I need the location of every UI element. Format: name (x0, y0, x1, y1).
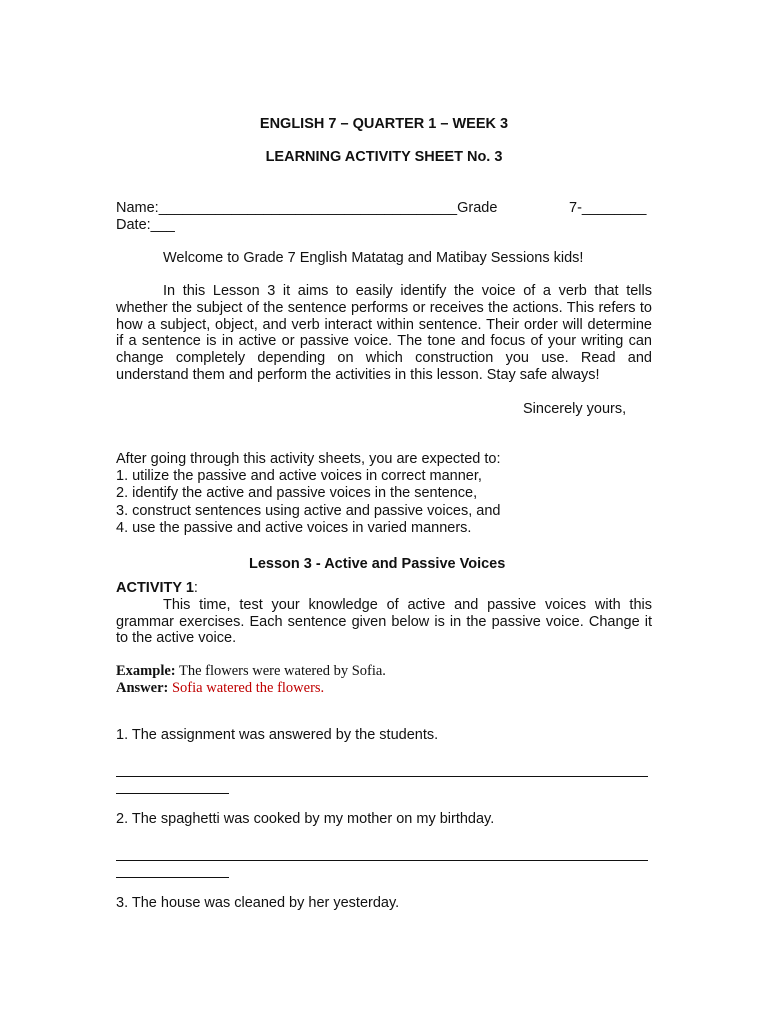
answer-blank-line[interactable] (116, 860, 648, 861)
name-field-label: Name:_____________________________________Grade (116, 200, 498, 216)
activity-heading (116, 580, 198, 596)
answer-blank-line[interactable] (116, 776, 648, 777)
list-item: 2. identify the active and passive voices in the sentence, (116, 485, 478, 502)
sheet-subtitle: LEARNING ACTIVITY SHEET No. 3 (265, 149, 503, 165)
date-field-label: Date:___ (116, 217, 175, 233)
welcome-text: Welcome to Grade 7 English Matatag and Matibay Sessions kids! (163, 250, 584, 266)
answer-text: Sofia watered the flowers. (171, 680, 325, 696)
list-item: 1. utilize the passive and active voices in correct manner, (116, 468, 482, 484)
list-item: 4. use the passive and active voices in varied manners. (116, 519, 472, 536)
lesson-title: Lesson 3 - Active and Passive Voices (249, 556, 506, 572)
activity-instructions: This time, test your knowledge of active and passive voices with this grammar exercises. Each sentence given below is in the passive voice. Change it to the active voice. (116, 597, 652, 647)
objectives-list (116, 468, 500, 537)
activity-colon: : (193, 580, 198, 596)
list-item: 3. construct sentences using active and passive voices, and (116, 502, 501, 519)
closing-text: Sincerely yours, (523, 401, 627, 417)
objectives-lead: After going through this activity sheets, you are expected to: (116, 451, 501, 467)
example-label: Example: (116, 663, 176, 679)
exercise-item-1: 1. The assignment was answered by the students. (116, 727, 439, 743)
example-line (116, 663, 386, 680)
intro-paragraph: In this Lesson 3 it aims to easily identify the voice of a verb that tells whether the subject of the sentence performs or receives the actions. This refers to how a subject, object, and verb interact within sentence. Their order will determine if a sentence is in active or passive voice. The tone and focus of your writing can change completely depending on which construction you use. Read and understand them and perform the activities in this lesson. Stay safe always! (116, 283, 652, 383)
page-title: ENGLISH 7 – QUARTER 1 – WEEK 3 (259, 116, 509, 132)
activity-label: ACTIVITY 1 (116, 580, 194, 596)
exercise-item-3: 3. The house was cleaned by her yesterday. (116, 895, 400, 911)
answer-blank-line-continuation[interactable] (116, 793, 229, 794)
example-text: The flowers were watered by Sofia. (178, 663, 386, 679)
answer-label: Answer: (116, 680, 169, 696)
answer-line (116, 680, 324, 697)
exercise-item-2: 2. The spaghetti was cooked by my mother on my birthday. (116, 811, 495, 827)
answer-blank-line-continuation[interactable] (116, 877, 229, 878)
grade-field-label: 7-________ (569, 200, 647, 216)
